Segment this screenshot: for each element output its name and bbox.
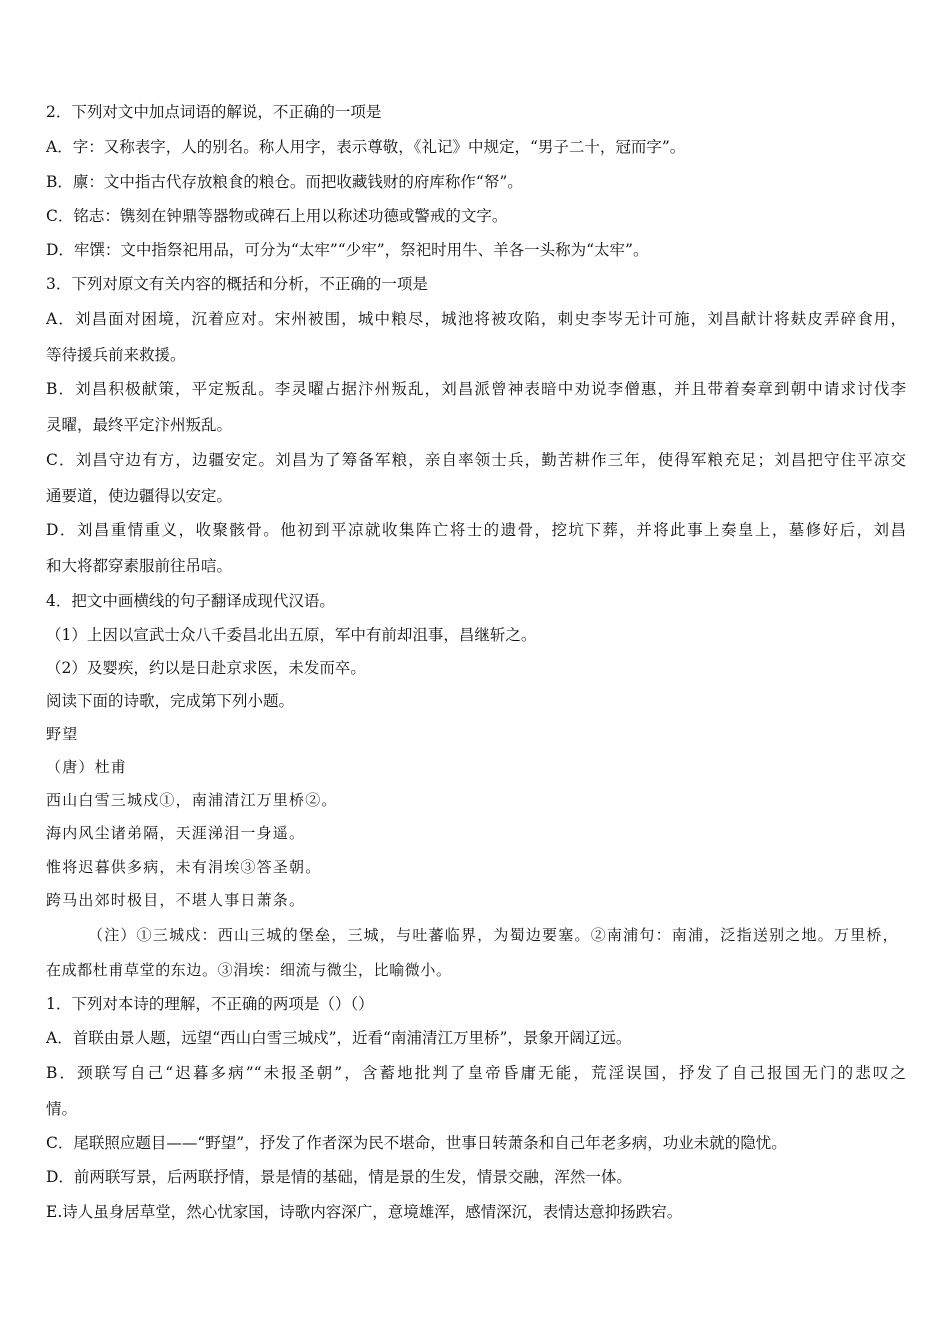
poem-question-1-stem: 1．下列对本诗的理解，不正确的两项是（）（） [46,995,374,1013]
poem-line-3: 惟将迟暮供多病，未有涓埃③答圣朝。 [46,858,322,876]
poem-question-1-option-c: C．尾联照应题目——“野望”，抒发了作者深为民不堪命，世事日转萧条和自己年老多病，功业未就的隐忧。 [46,1134,787,1152]
question-4-sentence-1: （1）上因以宣武士众八千委昌北出五原，军中有前却沮事，昌继斩之。 [46,626,537,644]
question-2-option-a: A．字：又称表字，人的别名。称人用字，表示尊敬，《礼记》中规定，“男子二十，冠而字”。 [46,138,686,156]
question-4-sentence-2: （2）及婴疾，约以是日赴京求医，未发而卒。 [46,659,366,677]
question-2-stem: 2．下列对文中加点词语的解说，不正确的一项是 [46,103,382,121]
poem-annotation-cont: 在成都杜甫草堂的东边。③涓埃：细流与微尘，比喻微小。 [46,961,452,979]
question-2-option-b: B．廪：文中指古代存放粮食的粮仓。而把收藏钱财的府库称作“帑”。 [46,173,523,191]
question-3-option-a-cont: 等待援兵前来救援。 [46,346,186,364]
question-3-option-c-cont: 通要道，使边疆得以安定。 [46,487,233,505]
poem-title: 野望 [46,725,79,743]
poem-section-instruction: 阅读下面的诗歌，完成第下列小题。 [46,692,295,710]
question-4-stem: 4．把文中画横线的句子翻译成现代汉语。 [46,592,335,610]
poem-line-2: 海内风尘诸弟隔，天涯涕泪一身遥。 [46,824,306,842]
poem-question-1-option-a: A．首联由景人题，远望“西山白雪三城戍”，近看“南浦清江万里桥”，景象开阔辽远。 [46,1029,632,1047]
question-3-option-d-cont: 和大将都穿素服前往吊唁。 [46,557,233,575]
poem-question-1-option-b: B．颈联写自己“迟暮多病”“未报圣朝”，含蓄地批判了皇帝昏庸无能，荒淫误国，抒发了自己报国无门的悲叹之 [46,1064,906,1082]
poem-author: （唐）杜甫 [46,758,128,776]
poem-line-1: 西山白雪三城戍①，南浦清江万里桥②。 [46,791,338,809]
poem-annotation: （注）①三城戍：西山三城的堡垒，三城，与吐蕃临界，为蜀边要塞。②南浦句：南浦，泛指送别之地。万里桥， [88,926,898,944]
poem-question-1-option-b-cont: 情。 [46,1100,78,1118]
question-2-option-d: D．牢馔：文中指祭祀用品，可分为“太牢”“少牢”，祭祀时用牛、羊各一头称为“太牢”。 [46,241,649,259]
question-2-option-c: C．铭志：镌刻在钟鼎等器物或碑石上用以称述功德或警戒的文字。 [46,207,508,225]
question-3-option-a: A．刘昌面对困境，沉着应对。宋州被围，城中粮尽，城池将被攻陷，刺史李岑无计可施，刘昌献计将麸皮弄碎食用， [46,310,906,328]
poem-line-4: 跨马出郊时极目，不堪人事日萧条。 [46,891,306,909]
question-3-option-b-cont: 灵曜，最终平定汴州叛乱。 [46,416,233,434]
poem-question-1-option-d: D．前两联写景，后两联抒情，景是情的基础，情是景的生发，情景交融，浑然一体。 [46,1168,632,1186]
question-3-option-d: D．刘昌重情重义，收聚骸骨。他初到平凉就收集阵亡将士的遗骨，挖坑下葬，并将此事上奏皇上，墓修好后，刘昌 [46,521,906,539]
question-3-option-c: C．刘昌守边有方，边疆安定。刘昌为了筹备军粮，亲自率领士兵，勤苦耕作三年，使得军粮充足；刘昌把守住平凉交 [46,451,906,469]
question-3-option-b: B．刘昌积极献策，平定叛乱。李灵曜占据汴州叛乱，刘昌派曾神表暗中劝说李僧惠，并且带着奏章到朝中请求讨伐李 [46,380,906,398]
poem-question-1-option-e: E.诗人虽身居草堂，然心忧家国，诗歌内容深广，意境雄浑，感情深沉，表情达意抑扬跌宕。 [46,1203,683,1221]
question-3-stem: 3．下列对原文有关内容的概括和分析，不正确的一项是 [46,275,428,293]
